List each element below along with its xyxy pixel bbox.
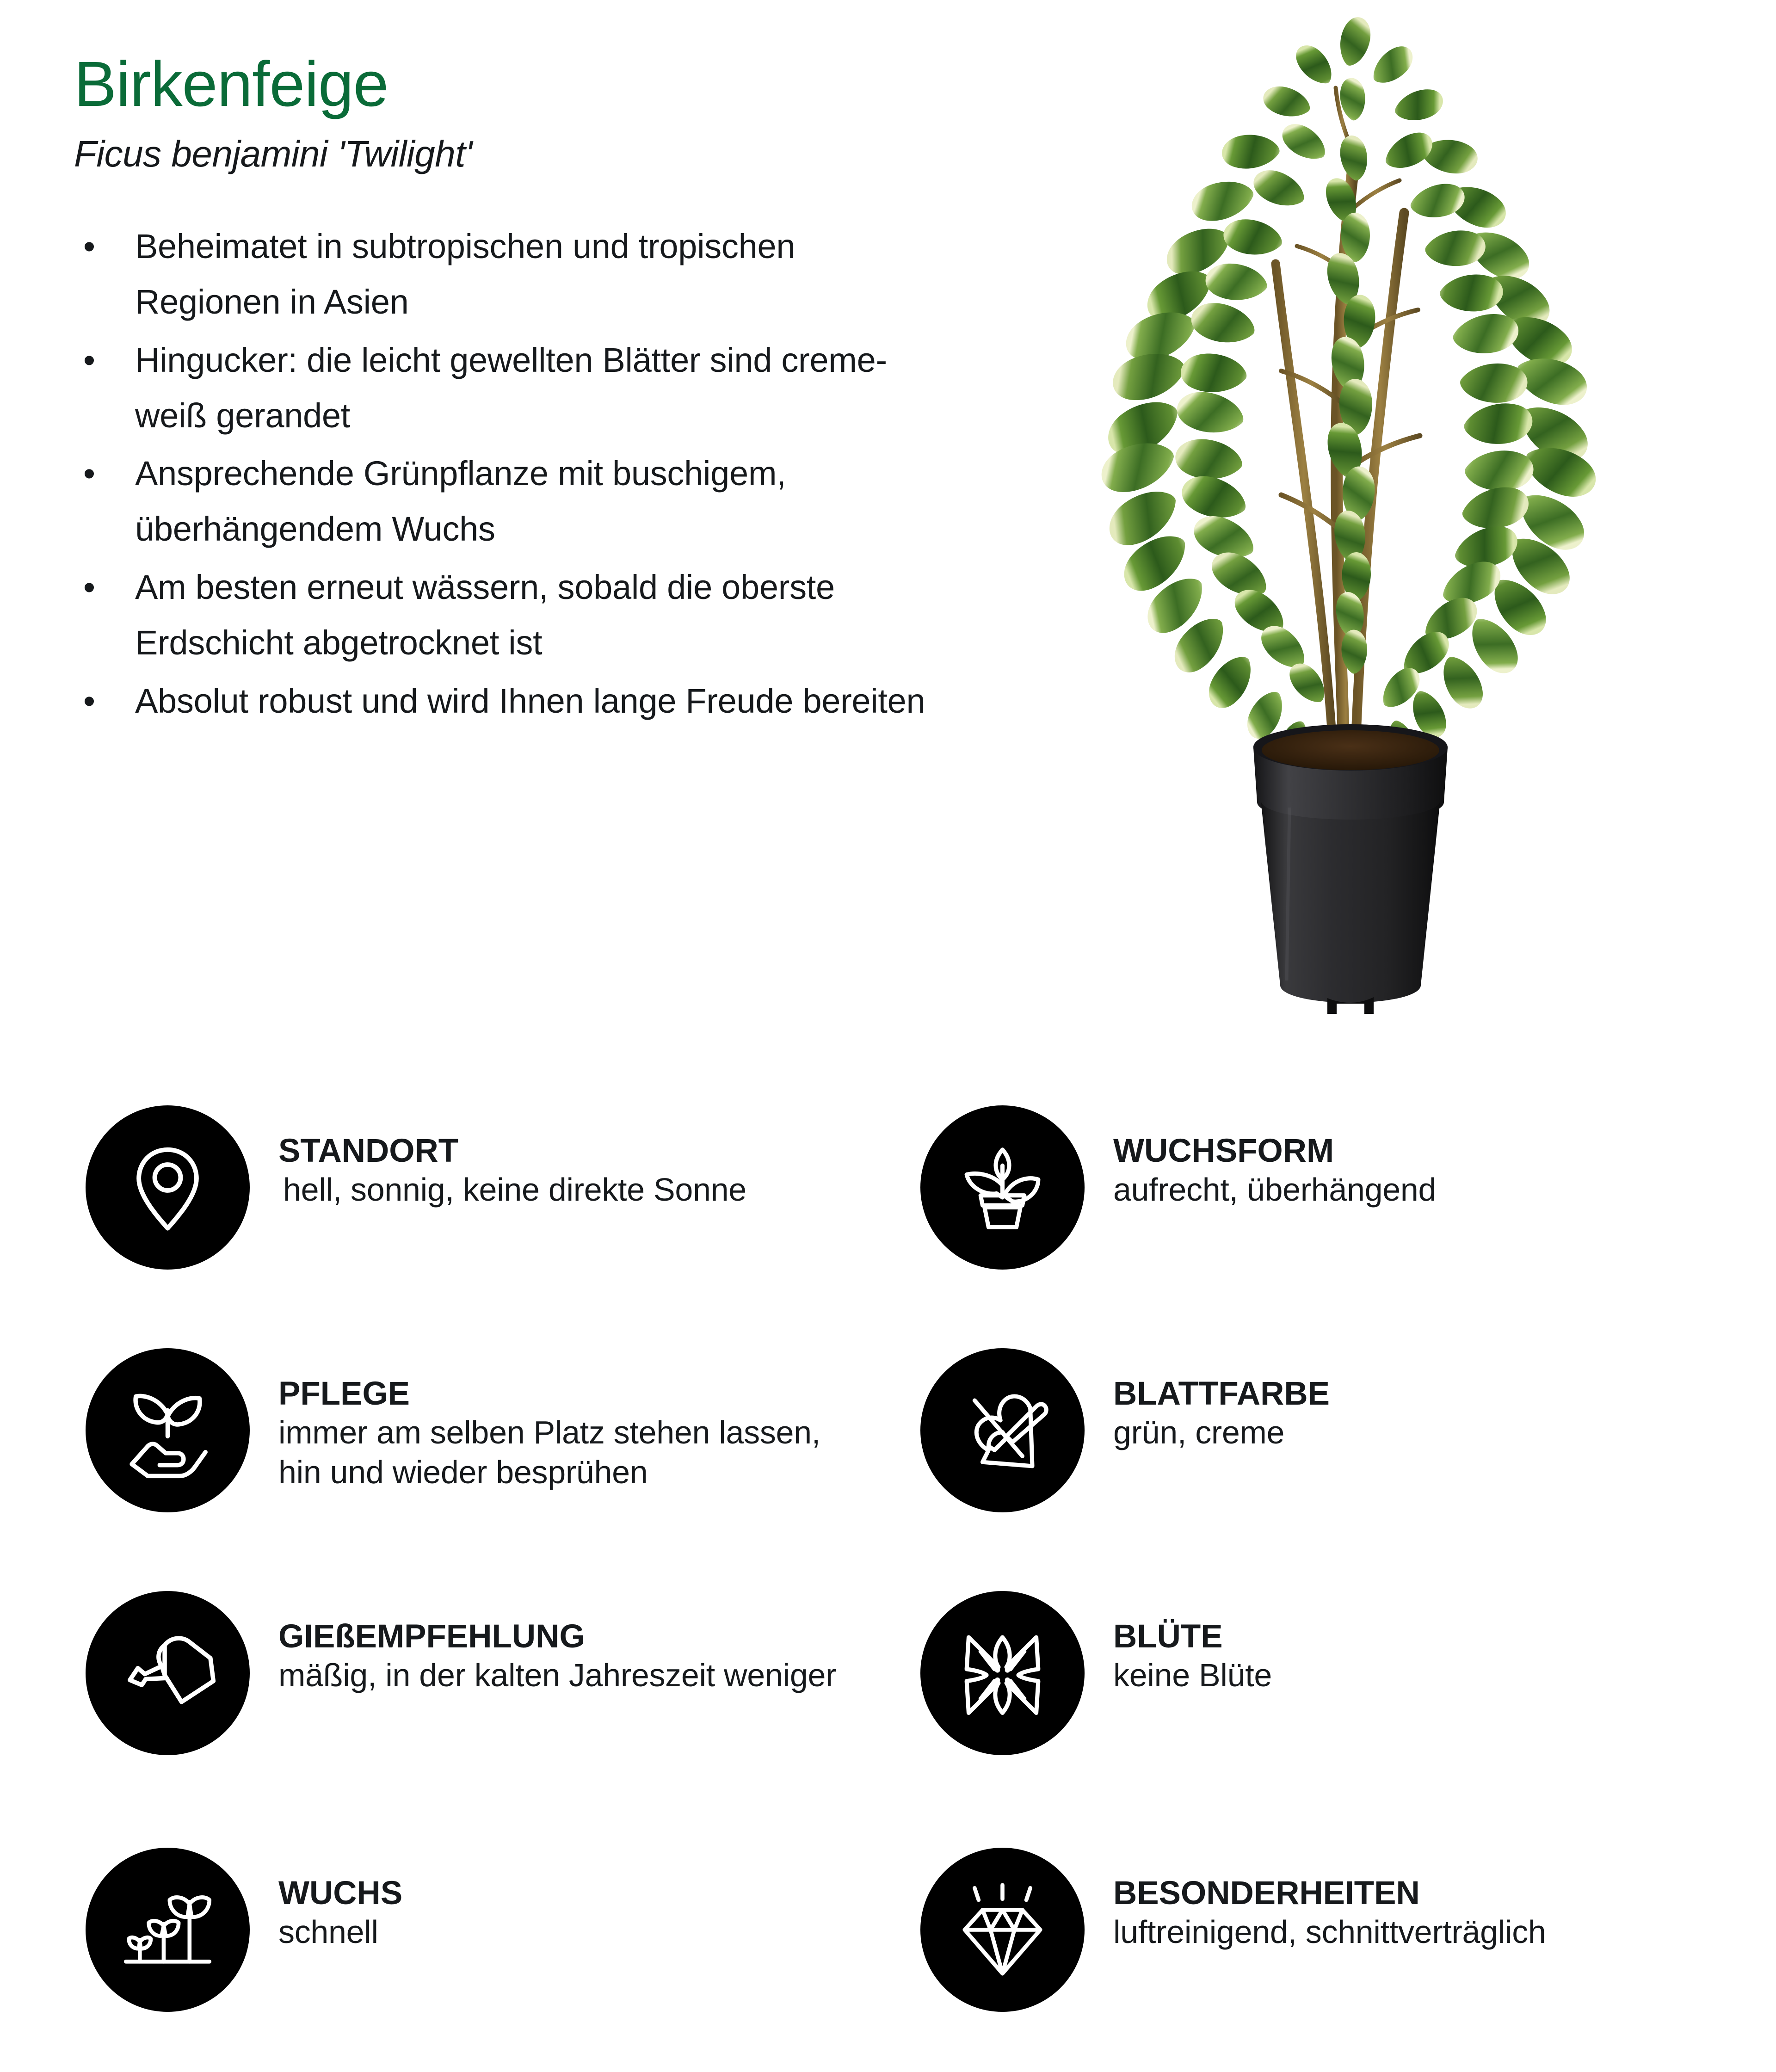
feature-label: STANDORT: [278, 1133, 459, 1169]
feature-text: [250, 1591, 836, 1696]
feature-value: aufrecht, überhängend: [1113, 1172, 1437, 1208]
feature-pflege: [86, 1348, 872, 1512]
feature-value: schnell: [278, 1914, 378, 1950]
feature-text: [250, 1848, 402, 1952]
feature-standort: [86, 1105, 872, 1270]
list-item-text: Ansprechende Grünpflanze mit buschigem, überhängendem Wuchs: [135, 454, 786, 549]
feature-text: [1085, 1348, 1330, 1453]
feature-label: BLATTFARBE: [1113, 1375, 1330, 1412]
list-item: [74, 446, 930, 557]
feature-text: [1085, 1848, 1546, 1952]
feature-label: GIEßEMPFEHLUNG: [278, 1618, 585, 1655]
list-item: [74, 333, 930, 444]
feature-value: immer am selben Platz stehen lassen, hin und wieder besprühen: [278, 1414, 820, 1490]
list-item-text: Absolut robust und wird Ihnen lange Freude bereiten: [135, 681, 925, 720]
feature-value: keine Blüte: [1113, 1657, 1272, 1694]
feature-value: grün, creme: [1113, 1414, 1285, 1451]
bullet-marker: •: [83, 681, 95, 720]
feature-text: [1085, 1591, 1272, 1696]
feature-wuchsform: [920, 1105, 1730, 1270]
flower-blossom-icon: [920, 1591, 1085, 1755]
feature-value: luftreinigend, schnittverträglich: [1113, 1914, 1546, 1950]
feature-label: WUCHSFORM: [1113, 1133, 1334, 1169]
bullet-marker: •: [83, 227, 95, 265]
list-item-text: Am besten erneut wässern, sobald die oberste Erdschicht abgetrocknet ist: [135, 568, 835, 662]
list-item-text: Beheimatet in subtropischen und tropischen Regionen in Asien: [135, 227, 796, 321]
list-item-text: Hingucker: die leicht gewellten Blätter sind creme-weiß gerandet: [135, 340, 887, 435]
feature-label: BESONDERHEITEN: [1113, 1875, 1420, 1912]
growing-sprouts-icon: [86, 1848, 250, 2012]
feature-label: BLÜTE: [1113, 1618, 1223, 1655]
hand-with-sprout-icon: [86, 1348, 250, 1512]
bullet-marker: •: [83, 568, 95, 607]
feature-bullet-list: [74, 219, 930, 729]
plant-info-column: [74, 51, 930, 732]
watering-can-icon: [86, 1591, 250, 1755]
feature-besonderheiten: [920, 1848, 1730, 2012]
feature-label: PFLEGE: [278, 1375, 410, 1412]
plant-product-photo: [1004, 14, 1684, 1045]
list-item: [74, 673, 930, 729]
feature-label: WUCHS: [278, 1875, 403, 1912]
bullet-marker: •: [83, 454, 95, 493]
feature-text: [1085, 1105, 1436, 1210]
list-item: [74, 560, 930, 671]
feature-text: [250, 1348, 872, 1492]
feature-value: hell, sonnig, keine direkte Sonne: [283, 1172, 746, 1208]
feature-text: [250, 1105, 746, 1210]
list-item: [74, 219, 930, 330]
leaf-paintbrush-icon: [920, 1348, 1085, 1512]
page-title: Birkenfeige: [74, 49, 388, 120]
feature-giessempfehlung: [86, 1591, 872, 1755]
map-pin-icon: [86, 1105, 250, 1270]
feature-value: mäßig, in der kalten Jahreszeit weniger: [278, 1657, 837, 1694]
potted-plant-icon: [920, 1105, 1085, 1270]
feature-bluete: [920, 1591, 1730, 1755]
feature-grid: [0, 1082, 1776, 2063]
diamond-gem-icon: [920, 1848, 1085, 2012]
bullet-marker: •: [83, 340, 95, 379]
feature-blattfarbe: [920, 1348, 1730, 1512]
feature-wuchs: [86, 1848, 872, 2012]
botanical-name: Ficus benjamini 'Twilight': [74, 133, 472, 174]
